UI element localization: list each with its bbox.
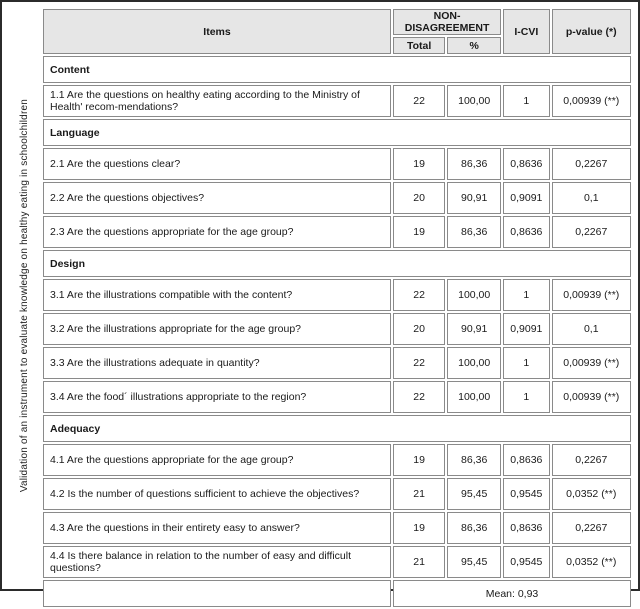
item-cell: 4.3 Are the questions in their entirety easy to answer?: [43, 512, 391, 544]
total-cell: 20: [393, 313, 445, 345]
table-row: [43, 546, 631, 578]
section-title: Content: [43, 56, 631, 83]
sidebar-vertical-strip: [7, 7, 41, 584]
table-row: [43, 381, 631, 413]
item-cell: 3.1 Are the illustrations compatible with the content?: [43, 279, 391, 311]
header-icvi: I-CVI: [503, 9, 549, 54]
section-row: [43, 415, 631, 442]
table-row: [43, 512, 631, 544]
percent-cell: 95,45: [447, 478, 501, 510]
pvalue-cell: 0,2267: [552, 444, 631, 476]
icvi-cell: 1: [503, 347, 549, 379]
icvi-cell: 1: [503, 85, 549, 117]
table-row: [43, 347, 631, 379]
pvalue-cell: 0,2267: [552, 512, 631, 544]
icvi-cell: 0,9545: [503, 478, 549, 510]
mean-row: [43, 580, 631, 607]
percent-cell: 86,36: [447, 148, 501, 180]
pvalue-cell: 0,00939 (**): [552, 381, 631, 413]
table-footer: [43, 580, 631, 607]
item-cell: 4.1 Are the questions appropriate for the age group?: [43, 444, 391, 476]
percent-cell: 100,00: [447, 279, 501, 311]
header-pvalue: p-value (*): [552, 9, 631, 54]
item-cell: 2.3 Are the questions appropriate for the age group?: [43, 216, 391, 248]
header-non-disagreement: NON- DISAGREEMENT: [393, 9, 501, 35]
pvalue-cell: 0,00939 (**): [552, 85, 631, 117]
sidebar-vertical-label: Validation of an instrument to evaluate knowledge on healthy eating in schoolchildren: [18, 98, 30, 493]
percent-cell: 86,36: [447, 512, 501, 544]
table-row: [43, 85, 631, 117]
total-cell: 22: [393, 347, 445, 379]
percent-cell: 100,00: [447, 85, 501, 117]
icvi-cell: 1: [503, 279, 549, 311]
pvalue-cell: 0,00939 (**): [552, 347, 631, 379]
table-row: [43, 182, 631, 214]
total-cell: 20: [393, 182, 445, 214]
item-cell: 3.4 Are the food´ illustrations appropriate to the region?: [43, 381, 391, 413]
pvalue-cell: 0,1: [552, 182, 631, 214]
icvi-cell: 0,9091: [503, 182, 549, 214]
table-row: [43, 313, 631, 345]
total-cell: 19: [393, 512, 445, 544]
icvi-cell: 0,8636: [503, 216, 549, 248]
total-cell: 21: [393, 546, 445, 578]
header-items: Items: [43, 9, 391, 54]
total-cell: 19: [393, 216, 445, 248]
header-total: Total: [393, 37, 445, 54]
total-cell: 19: [393, 148, 445, 180]
item-cell: 1.1 Are the questions on healthy eating according to the Ministry of Health' recom-mendations?: [43, 85, 391, 117]
table-row: [43, 216, 631, 248]
footer-empty-cell: [43, 580, 391, 607]
table-row: [43, 444, 631, 476]
percent-cell: 100,00: [447, 381, 501, 413]
item-cell: 2.1 Are the questions clear?: [43, 148, 391, 180]
pvalue-cell: 0,0352 (**): [552, 478, 631, 510]
section-title: Language: [43, 119, 631, 146]
header-percent: %: [447, 37, 501, 54]
total-cell: 19: [393, 444, 445, 476]
table-row: [43, 148, 631, 180]
percent-cell: 95,45: [447, 546, 501, 578]
pvalue-cell: 0,2267: [552, 216, 631, 248]
section-row: [43, 56, 631, 83]
section-title: Design: [43, 250, 631, 277]
total-cell: 22: [393, 381, 445, 413]
table-row: [43, 478, 631, 510]
section-title: Adequacy: [43, 415, 631, 442]
icvi-cell: 0,8636: [503, 444, 549, 476]
percent-cell: 90,91: [447, 182, 501, 214]
item-cell: 2.2 Are the questions objectives?: [43, 182, 391, 214]
item-cell: 3.3 Are the illustrations adequate in quantity?: [43, 347, 391, 379]
pvalue-cell: 0,0352 (**): [552, 546, 631, 578]
pvalue-cell: 0,2267: [552, 148, 631, 180]
icvi-cell: 0,9091: [503, 313, 549, 345]
item-cell: 3.2 Are the illustrations appropriate for the age group?: [43, 313, 391, 345]
table-wrapper: [41, 7, 633, 600]
icvi-cell: 0,8636: [503, 148, 549, 180]
section-row: [43, 119, 631, 146]
table-header: [43, 9, 631, 54]
table-body: [43, 56, 631, 578]
icvi-cell: 1: [503, 381, 549, 413]
pvalue-cell: 0,1: [552, 313, 631, 345]
total-cell: 22: [393, 279, 445, 311]
total-cell: 21: [393, 478, 445, 510]
icvi-cell: 0,8636: [503, 512, 549, 544]
percent-cell: 90,91: [447, 313, 501, 345]
percent-cell: 86,36: [447, 216, 501, 248]
percent-cell: 86,36: [447, 444, 501, 476]
mean-value: Mean: 0,93: [393, 580, 631, 607]
icvi-cell: 0,9545: [503, 546, 549, 578]
validation-table: [41, 7, 633, 609]
item-cell: 4.4 Is there balance in relation to the number of easy and difficult questions?: [43, 546, 391, 578]
table-row: [43, 279, 631, 311]
section-row: [43, 250, 631, 277]
percent-cell: 100,00: [447, 347, 501, 379]
item-cell: 4.2 Is the number of questions sufficient to achieve the objectives?: [43, 478, 391, 510]
total-cell: 22: [393, 85, 445, 117]
pvalue-cell: 0,00939 (**): [552, 279, 631, 311]
